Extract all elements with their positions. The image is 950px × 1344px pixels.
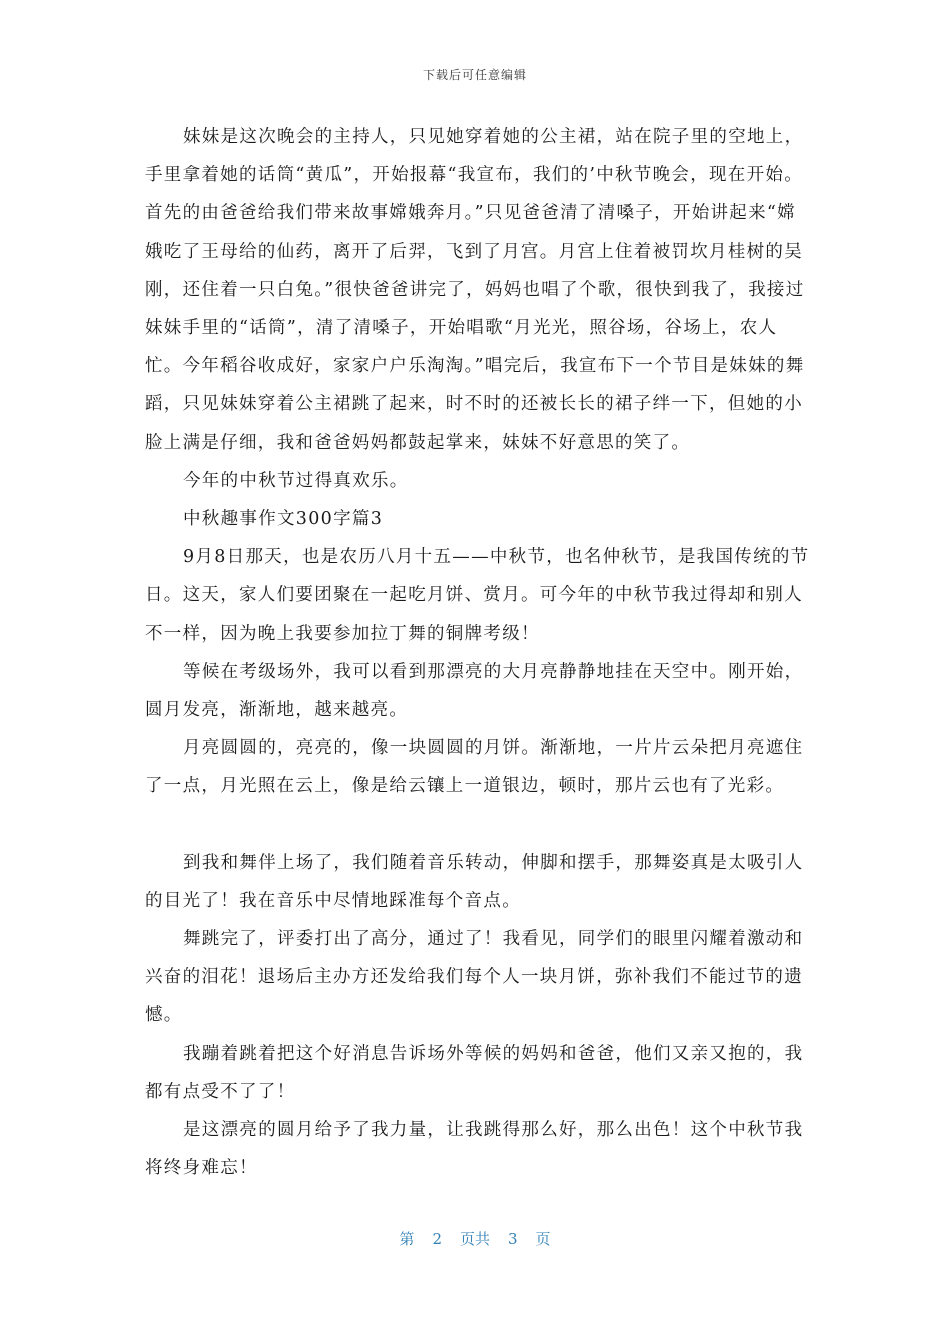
paragraph-host-story: 妹妹是这次晚会的主持人，只见她穿着她的公主裙，站在院子里的空地上，手里拿着她的话筒“黄瓜”，开始报幕“我宣布，我们的’中秋节晚会，现在开始。首先的由爸爸给我们带来故事嫦娥奔月。”只见爸爸清了清嗓子，开始讲起来“嫦娥吃了王母给的仙药，离开了后羿，飞到了月宫。月宫上住着被罚坎月桂树的吴刚，还住着一只白兔。”很快爸爸讲完了，妈妈也唱了个歌，很快到我了，我接过妹妹手里的“话筒”，清了清嗓子，开始唱歌“月光光，照谷场，谷场上，农人忙。今年稻谷收成好，家家户户乐淘淘。”唱完后，我宣布下一个节目是妹妹的舞蹈，只见妹妹穿着公主裙跳了起来，时不时的还被长长的裙子绊一下，但她的小脸上满是仔细，我和爸爸妈妈都鼓起掌来，妹妹不好意思的笑了。 [145,127,805,453]
paragraph-waiting-moon: 等候在考级场外，我可以看到那漂亮的大月亮静静地挂在天空中。刚开始，圆月发亮，渐渐地，越来越亮。 [145,661,804,721]
footer-prefix: 第 [399,1230,415,1248]
footer-middle: 页共 [459,1230,490,1248]
paragraph-unforgettable: 是这漂亮的圆月给予了我力量，让我跳得那么好，那么出色！这个中秋节我将终身难忘！ [145,1120,804,1179]
document-body [145,118,810,1187]
paragraph-passed: 舞跳完了，评委打出了高分，通过了！我看见，同学们的眼里闪耀着激动和兴奋的泪花！退场后主办方还发给我们每个人一块月饼，弥补我们不能过节的遗憾。 [145,929,804,1026]
page-footer [0,1228,950,1249]
paragraph-moon-clouds: 月亮圆圆的，亮亮的，像一块圆圆的月饼。渐渐地，一片片云朵把月亮遮住了一点，月光照在云上，像是给云镶上一道银边，顿时，那片云也有了光彩。 [145,738,804,797]
footer-suffix: 页 [535,1230,551,1248]
paragraph-dance-exam: 9月8日那天，也是农历八月十五——中秋节，也名仲秋节，是我国传统的节日。这天，家人们要团聚在一起吃月饼、赏月。可今年的中秋节我过得却和别人不一样，因为晚上我要参加拉丁舞的铜牌考级！ [145,547,810,644]
paragraph-dance-start: 到我和舞伴上场了，我们随着音乐转动，伸脚和摆手，那舞姿真是太吸引人的目光了！我在音乐中尽情地踩准每个音点。 [145,852,804,911]
paragraph-happy-festival: 今年的中秋节过得真欢乐。 [183,470,409,491]
paragraph-tell-parents: 我蹦着跳着把这个好消息告诉场外等候的妈妈和爸爸，他们又亲又抱的，我都有点受不了了！ [145,1043,804,1102]
total-pages-number: 3 [508,1230,518,1248]
current-page-number: 2 [432,1230,442,1248]
essay-heading: 中秋趣事作文300字篇3 [183,509,384,530]
page-header: 下载后可任意编辑 [422,68,527,82]
